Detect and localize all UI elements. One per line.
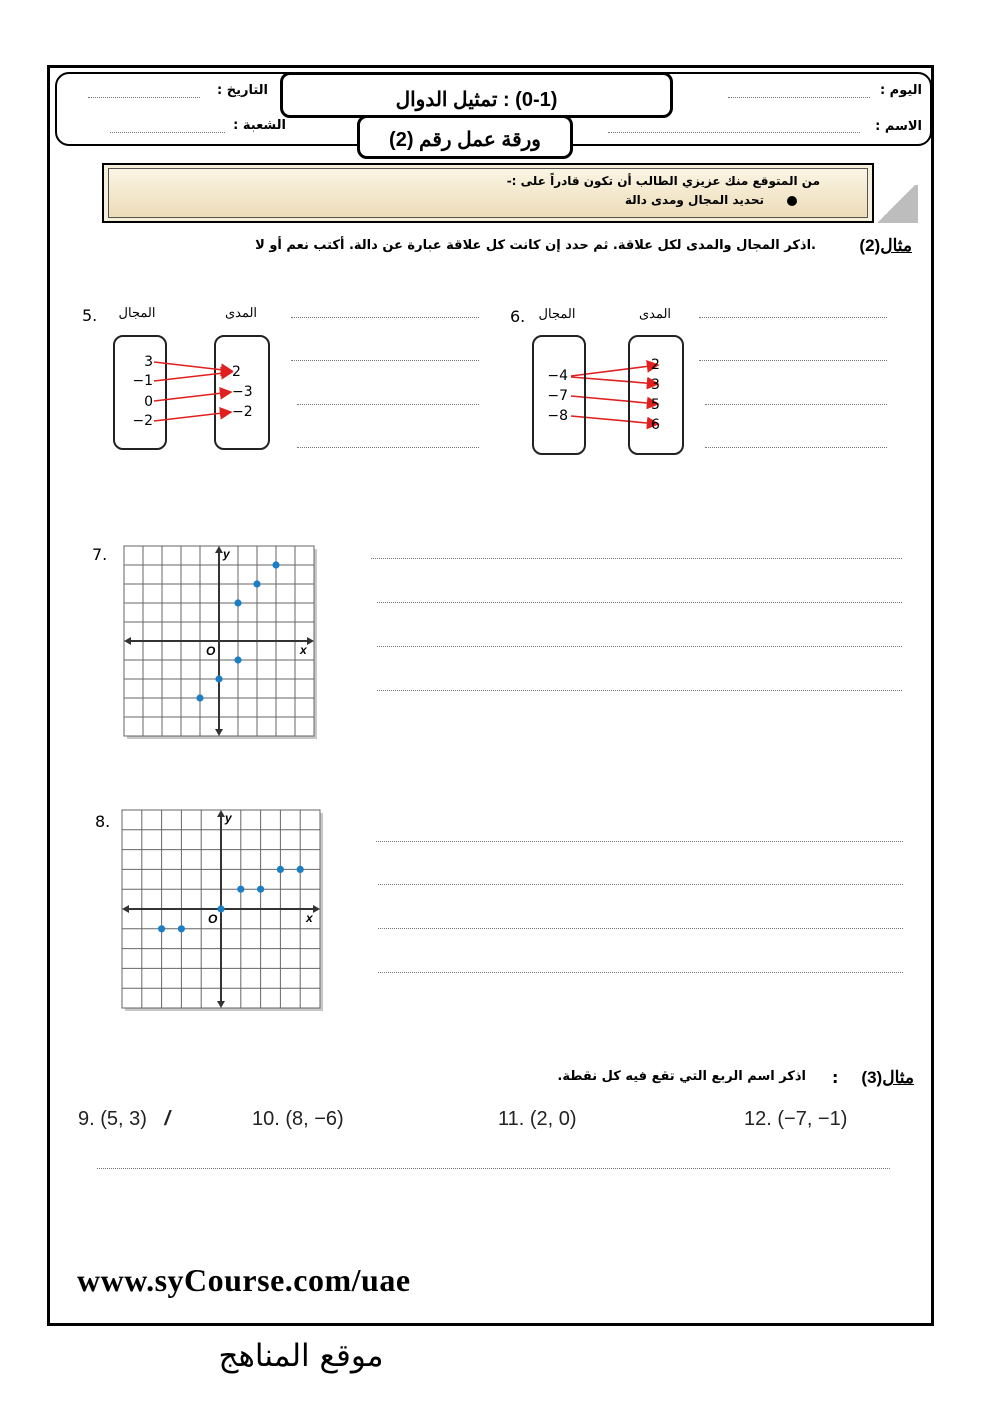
example3-label: مثال <box>882 1068 914 1087</box>
problem-7-number: 7. <box>92 545 108 564</box>
mapping5-range-value: 2 <box>232 364 241 380</box>
worksheet-number: ورقة عمل رقم (2) <box>389 129 541 151</box>
data-point <box>234 599 241 606</box>
mapping5-domain-value: 0 <box>144 394 153 410</box>
answer-line[interactable] <box>297 447 479 448</box>
answer-line[interactable] <box>291 360 479 361</box>
data-point <box>215 675 222 682</box>
answer-line[interactable] <box>378 928 903 929</box>
data-point <box>253 580 260 587</box>
answer-line[interactable] <box>371 558 902 559</box>
data-point <box>158 925 165 932</box>
answer-line[interactable] <box>699 317 887 318</box>
data-point <box>237 886 244 893</box>
example3-number: (3) <box>861 1068 883 1087</box>
point-11-label: 11. (2, 0) <box>498 1108 577 1130</box>
example2-label: مثال <box>880 236 912 255</box>
answer-line[interactable] <box>291 317 479 318</box>
answer-line[interactable] <box>377 602 902 603</box>
date-label: التاريخ : <box>217 83 268 98</box>
answer-line[interactable] <box>705 404 887 405</box>
answer-line[interactable] <box>97 1168 890 1169</box>
data-point <box>272 561 279 568</box>
answer-line[interactable] <box>378 884 903 885</box>
data-point <box>277 866 284 873</box>
data-point <box>196 694 203 701</box>
site-name: موقع المناهج <box>218 1338 384 1374</box>
problem-6-number: 6. <box>510 307 526 326</box>
name-label: الاسم : <box>875 119 922 134</box>
example3-separator: : <box>832 1068 839 1087</box>
point-9 <box>78 1108 170 1131</box>
mapping6-range-title: المدى <box>638 307 672 322</box>
answer-line[interactable] <box>376 841 903 842</box>
mapping6-range-value: 5 <box>651 397 660 413</box>
problem-5-number: 5. <box>82 306 98 325</box>
mapping6-range-value: 6 <box>651 417 660 433</box>
mapping5-arrow <box>154 412 231 421</box>
mapping5-range-value: −3 <box>232 384 253 400</box>
graph8-plot <box>116 804 326 1012</box>
mapping5-arrow <box>154 392 231 401</box>
mapping6-domain-title: المجال <box>538 307 576 322</box>
mapping5-arrow <box>154 362 232 371</box>
origin-label: O <box>208 912 218 926</box>
example3-heading <box>800 1068 914 1088</box>
mapping6-domain-value: −7 <box>547 388 568 404</box>
x-axis-label: x <box>300 643 307 657</box>
graph7-plot <box>118 540 324 740</box>
data-point <box>178 925 185 932</box>
mapping6-range-oval <box>628 335 684 455</box>
goals-intro: من المتوقع منك عزيزي الطالب أن تكون قادراً على :- <box>506 174 820 188</box>
y-axis-label: y <box>225 811 232 825</box>
answer-line[interactable] <box>297 404 479 405</box>
day-label: اليوم : <box>879 83 922 98</box>
point-9-label: 9. (5, 3) <box>78 1108 147 1130</box>
answer-line[interactable] <box>377 646 902 647</box>
answer-line[interactable] <box>378 972 903 973</box>
page-title: (0-1) : تمثيل الدوال <box>395 89 558 111</box>
example2-number: (2) <box>859 236 881 255</box>
x-axis-label: x <box>306 911 313 925</box>
mapping5-arrow <box>154 372 232 381</box>
handwritten-mark: / <box>164 1108 171 1130</box>
data-point <box>234 656 241 663</box>
point-12-label: 12. (−7, −1) <box>744 1108 848 1130</box>
mapping5-range-value: −2 <box>232 404 253 420</box>
footer-url[interactable]: www.syCourse.com/uae <box>77 1262 411 1298</box>
answer-line[interactable] <box>705 447 887 448</box>
example3-instruction: اذكر اسم الربع التي تقع فيه كل نقطة. <box>557 1069 806 1084</box>
mapping5-domain-value: −2 <box>132 413 153 429</box>
data-point <box>257 886 264 893</box>
data-point <box>297 866 304 873</box>
mapping6-domain-value: −4 <box>547 368 568 384</box>
origin-label: O <box>206 644 216 658</box>
problem-8-number: 8. <box>95 812 111 831</box>
mapping5-domain-value: 3 <box>144 354 153 370</box>
mapping6-domain-value: −8 <box>547 408 568 424</box>
section-label: الشعبة : <box>233 118 286 133</box>
mapping5-domain-value: −1 <box>132 373 153 389</box>
goal-item: تحديد المجال ومدى دالة <box>624 193 764 207</box>
mapping6-range-value: 3 <box>651 377 660 393</box>
mapping5-range-title: المدى <box>224 306 258 321</box>
mapping5-arrows <box>0 0 992 480</box>
data-point <box>217 905 224 912</box>
mapping5-domain-title: المجال <box>118 306 156 321</box>
point-10-label: 10. (8, −6) <box>252 1108 344 1130</box>
answer-line[interactable] <box>699 360 887 361</box>
example2-instruction: .اذكر المجال والمدى لكل علاقة. ثم حدد إن كانت كل علاقة عبارة عن دالة. أكتب نعم أو لا <box>255 238 816 253</box>
mapping6-range-value: 2 <box>651 357 660 373</box>
y-axis-label: y <box>223 547 230 561</box>
answer-line[interactable] <box>377 690 902 691</box>
